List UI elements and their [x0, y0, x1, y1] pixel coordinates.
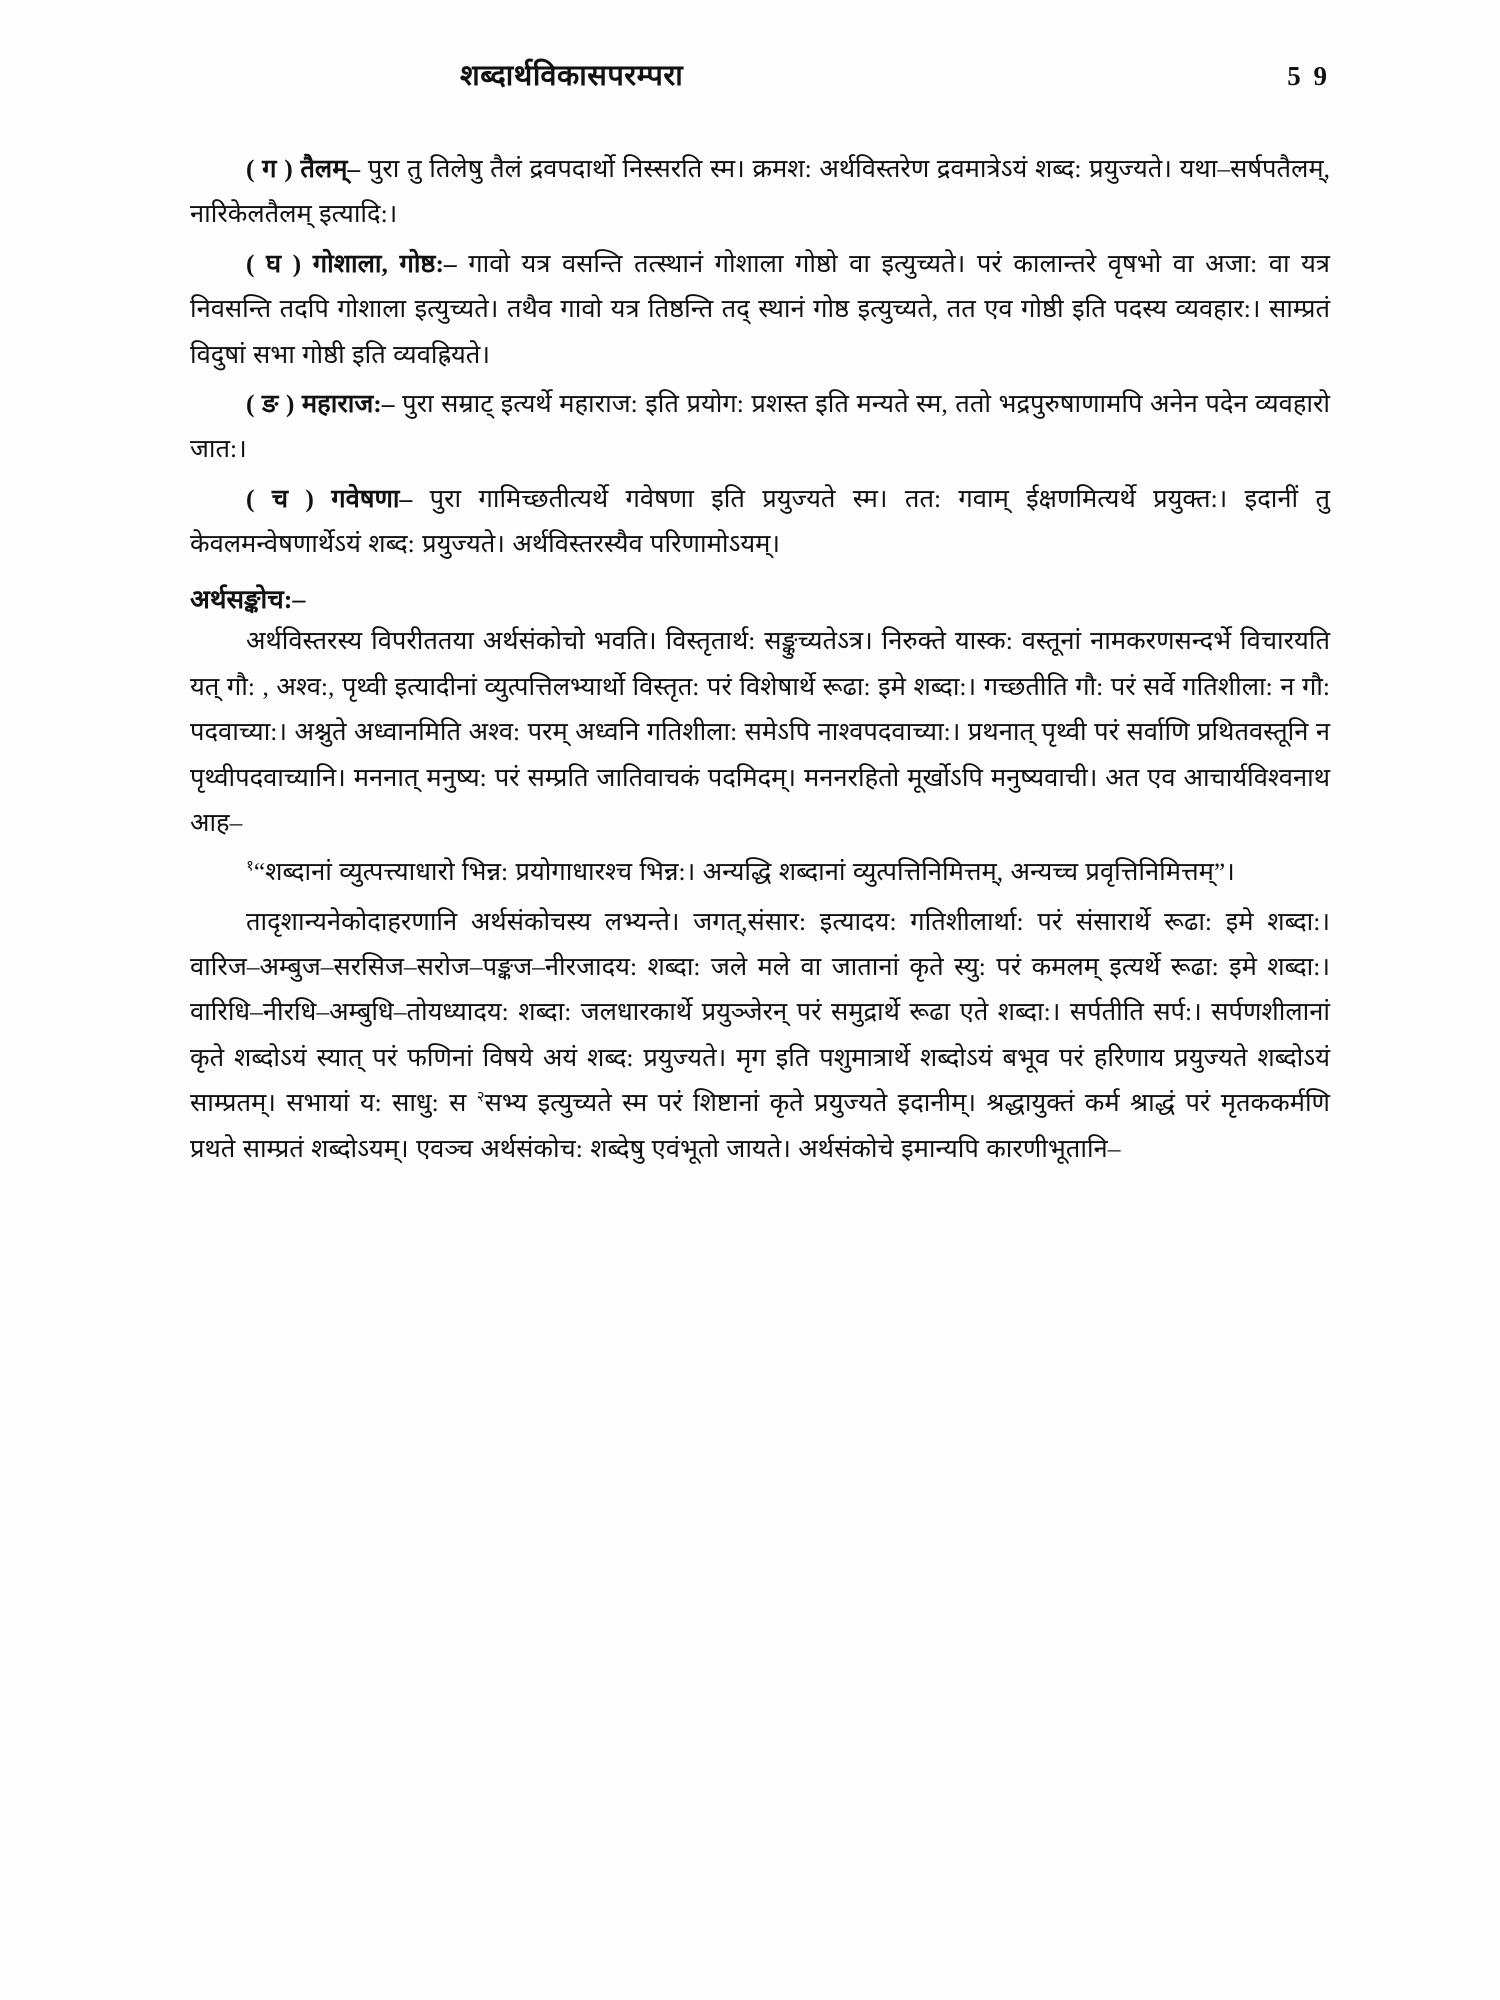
paragraph-nga-text: पुरा सम्राट् इत्यर्थे महाराज: इति प्रयोग: प्रशस्त इति मन्यते स्म, ततो भद्रपुरुषाणामपि अनेन पदेन व्यवहारो जात:। [190, 388, 1330, 464]
page-header [190, 55, 1330, 94]
footnote-marker-2: २ [476, 1089, 485, 1106]
paragraph-ga [190, 146, 1330, 237]
paragraph-cha [190, 476, 1330, 567]
section-heading-arthasankocha: अर्थसङ्कोच:– [190, 585, 306, 615]
paragraph-cha-text: पुरा गामिच्छतीत्यर्थे गवेषणा इति प्रयुज्यते स्म। तत: गवाम् ईक्षणमित्यर्थे प्रयुक्त:। इदानीं तु केवलमन्वेषणार्थेऽयं शब्द: प्रयुज्यते। अर्थविस्तरस्यैव परिणामोऽयम्। [190, 483, 1330, 558]
paragraph-ga-text: पुरा तु तिलेषु तैलं द्रवपदार्थो निस्सरति स्म। क्रमश: अर्थविस्तरेण द्रवमात्रेऽयं शब्द: प्रयुज्यते। यथा–सर्षपतैलम्, नारिकेलतैलम् इत्यादि:। [190, 154, 1330, 229]
paragraph-gha-marker: ( घ ) गोशाला, गोष्ठ:– [246, 248, 457, 278]
paragraph-nga [190, 381, 1330, 472]
paragraph-gha-text: गावो यत्र वसन्ति तत्स्थानं गोशाला गोष्ठो वा इत्युच्यते। परं कालान्तरे वृषभो वा अजा: वा यत्र निवसन्ति तदपि गोशाला इत्युच्यते। तथैव गावो यत्र तिष्ठन्ति तद् स्थानं गोष्ठ इत्युच्यते, तत एव गोष्ठी इति पदस्य व्यवहार:। साम्प्रतं विदुषां सभा गोष्ठी इति व्यवह्रियते। [190, 248, 1330, 369]
paragraph-nga-marker: ( ङ ) महाराज:– [246, 388, 395, 418]
paragraph-ga-marker: ( ग ) तैलम्– [246, 154, 361, 183]
page-content [190, 55, 1330, 1175]
running-head-title: शब्दार्थविकासपरम्परा [460, 60, 684, 92]
paragraph-gha [190, 241, 1330, 377]
paragraph-body-2 [190, 899, 1330, 1171]
paragraph-body-1: अर्थविस्तरस्य विपरीततया अर्थसंकोचो भवति। विस्तृतार्थ: सङ्कुच्यतेऽत्र। निरुक्ते यास्क: वस्तूनां नामकरणसन्दर्भे विचारयति यत् गौ: , अश्व:, पृथ्वी इत्यादीनां व्युत्पत्तिलभ्यार्थो विस्तृत: परं विशेषार्थे रूढा: इमे शब्दा:। गच्छतीति गौ: परं सर्वे गतिशीला: न गौ: पदवाच्या:। अश्नुते अध्वानमिति अश्व: परम् अध्वनि गतिशीला: समेऽपि नाश्वपदवाच्या:। प्रथनात् पृथ्वी परं सर्वाणि प्रथितवस्तूनि न पृथ्वीपदवाच्यानि। मननात् मनुष्य: परं सम्प्रति जातिवाचकं पदमिदम्। मननरहितो मूर्खोऽपि मनुष्यवाची। अत एव आचार्यविश्वनाथ आह– [190, 626, 1330, 837]
quotation-text: “शब्दानां व्युत्पत्त्याधारो भिन्न: प्रयोगाधारश्च भिन्न:। अन्यद्धि शब्दानां व्युत्पत्तिनिमित्तम्, अन्यच्च प्रवृत्तिनिमित्तम्”। [253, 857, 1235, 887]
page-number: 5 9 [1287, 61, 1330, 91]
paragraph-body-2-part1: तादृशान्यनेकोदाहरणानि अर्थसंकोचस्य लभ्यन्ते। जगत्,संसार: इत्यादय: गतिशीलार्था: परं संसारार्थे रूढा: इमे शब्दा:। वारिज–अम्बुज–सरसिज–सरोज–पङ्कज–नीरजादय: शब्दा: जले मले वा जातानां कृते स्यु: परं कमलम् इत्यर्थे रूढा: इमे शब्दा:। वारिधि–नीरधि–अम्बुधि–तोयध्यादय: शब्दा: जलधारकार्थे प्रयुञ्जेरन् परं समुद्रार्थे रूढा एते शब्दा:। सर्पतीति सर्प:। सर्पणशीलानां कृते शब्दोऽयं स्यात् परं फणिनां विषये अयं शब्द: प्रयुज्यते। मृग इति पशुमात्रार्थे शब्दोऽयं बभूव परं हरिणाय प्रयुज्यते शब्दोऽयं साम्प्रतम्। सभायां य: साधु: स [190, 906, 1330, 1118]
paragraph-body-2-part2: सभ्य इत्युच्यते स्म परं शिष्टानां कृते प्रयुज्यते इदानीम्। श्रद्धायुक्तं कर्म श्राद्धं परं मृतककर्मणि प्रथते साम्प्रतं शब्दोऽयम्। एवञ्च अर्थसंकोच: शब्देषु एवंभूतो जायते। अर्थसंकोचे इमान्यपि कारणीभूतानि– [190, 1088, 1330, 1163]
footnote-marker-1: १ [246, 858, 254, 875]
paragraph-cha-marker: ( च ) गवेषणा– [246, 483, 413, 513]
quotation-block [190, 849, 1330, 894]
